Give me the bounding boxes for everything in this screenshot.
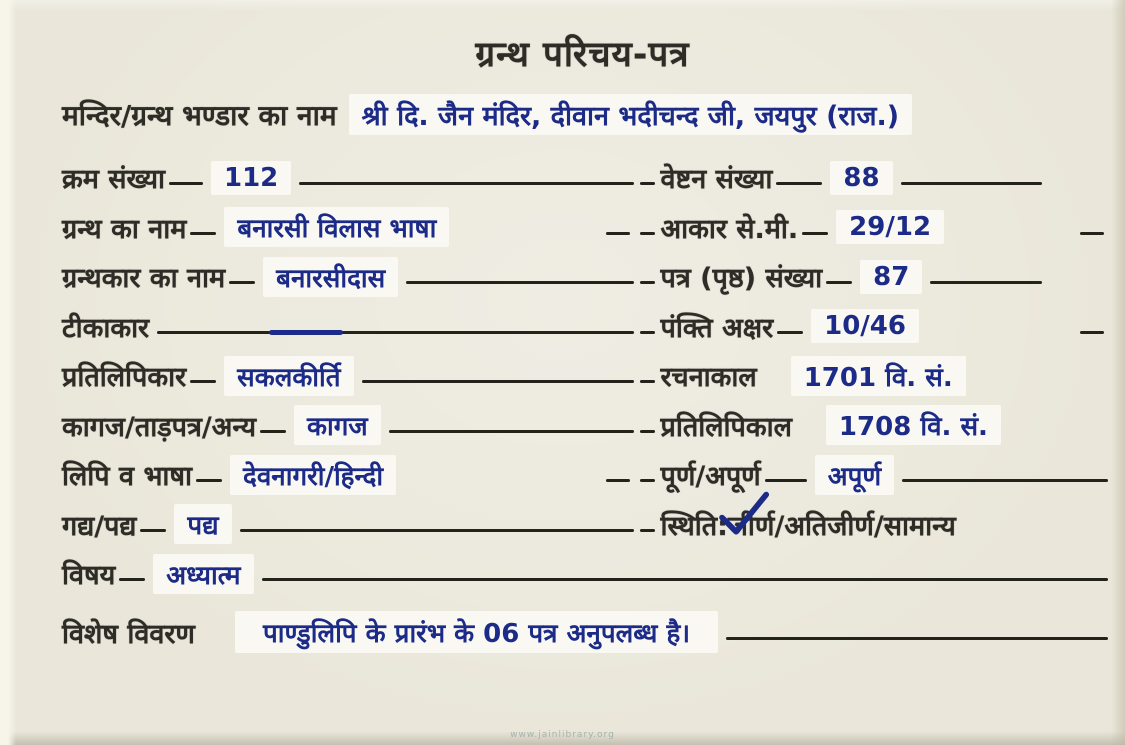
rule-line xyxy=(299,182,633,185)
rule-line xyxy=(1080,232,1104,235)
field-lines-letters xyxy=(640,308,1113,345)
field-value: 1701 वि. सं. xyxy=(791,356,966,396)
field-label: विषय xyxy=(62,560,116,592)
field-label: ग्रन्थ का नाम xyxy=(62,213,187,245)
field-label: गद्य/पद्य xyxy=(62,510,137,542)
rule-line xyxy=(640,479,655,482)
rule-line xyxy=(930,281,1042,284)
field-temple-name xyxy=(62,94,1109,135)
field-value: 1708 वि. सं. xyxy=(826,405,1001,445)
rule-line xyxy=(640,529,655,532)
form-row xyxy=(62,302,1112,352)
field-condition xyxy=(640,506,1113,543)
field-value: पद्य xyxy=(174,504,231,544)
field-label: रचनाकाल xyxy=(660,362,757,394)
rule-line xyxy=(640,281,655,284)
field-label: क्रम संख्या xyxy=(62,164,165,196)
field-prose-verse xyxy=(62,504,640,544)
watermark-text: www.jainlibrary.org xyxy=(510,730,615,740)
rule-line xyxy=(190,380,216,383)
field-value: 88 xyxy=(830,161,892,195)
form-row xyxy=(62,203,1112,253)
rule-line xyxy=(240,529,634,532)
rule-line xyxy=(140,529,166,532)
field-label: कागज/ताड़पत्र/अन्य xyxy=(62,411,257,443)
field-label: लिपि व भाषा xyxy=(62,461,193,493)
rule-line xyxy=(362,380,634,383)
rule-line xyxy=(726,637,1108,640)
field-special-detail xyxy=(62,611,1112,653)
field-label: विशेष विवरण xyxy=(62,618,195,650)
rule-line xyxy=(389,430,634,433)
rule-line xyxy=(902,479,1108,482)
field-value: अपूर्ण xyxy=(815,455,894,495)
rule-line xyxy=(190,232,216,235)
rule-line xyxy=(802,232,828,235)
rule-line xyxy=(777,331,803,334)
rule-line xyxy=(262,578,1108,581)
field-value: कागज xyxy=(294,405,381,445)
field-value: देवनागरी/हिन्दी xyxy=(230,455,396,495)
field-bundle-number xyxy=(640,159,1113,196)
rule-line xyxy=(826,281,852,284)
rule-line xyxy=(640,430,655,433)
field-value: पाण्डुलिपि के प्रारंभ के 06 पत्र अनुपलब्ध है। xyxy=(235,611,718,653)
field-label: आकार से.मी. xyxy=(660,213,799,245)
form-row xyxy=(62,450,1112,500)
condition-checked-option xyxy=(728,506,775,543)
field-serial-number xyxy=(62,159,640,196)
temple-name-value: श्री दि. जैन मंदिर, दीवान भदीचन्द जी, जयपुर (राज.) xyxy=(349,94,913,135)
empty-value-dash xyxy=(269,330,343,335)
form-row xyxy=(62,500,1112,550)
field-material xyxy=(62,405,640,445)
rule-line xyxy=(1080,331,1104,334)
rule-line xyxy=(260,430,286,433)
check-icon xyxy=(718,491,772,537)
field-complete-incomplete xyxy=(640,455,1113,495)
page-title: ग्रन्थ परिचय-पत्र xyxy=(475,35,690,75)
field-value: 10/46 xyxy=(811,309,919,343)
field-value: 87 xyxy=(860,260,922,294)
field-author-name xyxy=(62,257,640,297)
rule-line xyxy=(229,281,255,284)
form-row xyxy=(62,252,1112,302)
field-label: पत्र (पृष्ठ) संख्या xyxy=(660,263,823,295)
rule-line xyxy=(606,232,630,235)
condition-other-options: /अतिजीर्ण/सामान्य xyxy=(774,510,956,542)
rule-line xyxy=(640,182,655,185)
temple-name-label: मन्दिर/ग्रन्थ भण्डार का नाम xyxy=(62,98,337,132)
rule-line xyxy=(196,479,222,482)
field-value: अध्यात्म xyxy=(153,554,253,594)
rule-line xyxy=(406,281,633,284)
rule-line xyxy=(765,479,807,482)
field-label: पंक्ति अक्षर xyxy=(660,312,774,344)
field-label: प्रतिलिपिकाल xyxy=(660,411,792,443)
form-row xyxy=(62,549,1112,599)
field-size-cm xyxy=(640,209,1113,246)
form-row xyxy=(62,351,1112,401)
rule-line xyxy=(640,380,655,383)
field-copy-date xyxy=(640,405,1113,445)
field-label: प्रतिलिपिकार xyxy=(62,362,187,394)
field-value: बनारसी विलास भाषा xyxy=(224,207,449,247)
field-copyist xyxy=(62,356,640,396)
field-script-language xyxy=(62,455,640,495)
form-row xyxy=(62,608,1112,658)
condition-checked-label: जीर्ण xyxy=(727,510,775,542)
field-label: पूर्ण/अपूर्ण xyxy=(660,461,761,493)
form-row xyxy=(62,401,1112,451)
field-value: सकलकीर्ति xyxy=(224,356,353,396)
rule-line xyxy=(776,182,822,185)
rule-line xyxy=(606,479,630,482)
field-value: बनारसीदास xyxy=(263,257,398,297)
form-body xyxy=(62,153,1112,657)
rule-line xyxy=(169,182,203,185)
field-page-count xyxy=(640,258,1113,295)
rule-line xyxy=(640,331,655,334)
field-label: वेष्टन संख्या xyxy=(660,164,773,196)
field-label: टीकाकार xyxy=(62,312,150,344)
field-commentator xyxy=(62,308,640,345)
rule-line xyxy=(901,182,1042,185)
rule-line xyxy=(157,331,633,334)
form-row xyxy=(62,153,1112,203)
condition-label: स्थिति: xyxy=(660,510,728,542)
field-value: 112 xyxy=(211,161,291,195)
field-value: 29/12 xyxy=(836,210,944,244)
field-subject xyxy=(62,554,1112,594)
field-granth-name xyxy=(62,207,640,247)
rule-line xyxy=(640,232,655,235)
field-label: ग्रन्थकार का नाम xyxy=(62,263,226,295)
rule-line xyxy=(119,578,145,581)
field-composition-date xyxy=(640,356,1113,396)
